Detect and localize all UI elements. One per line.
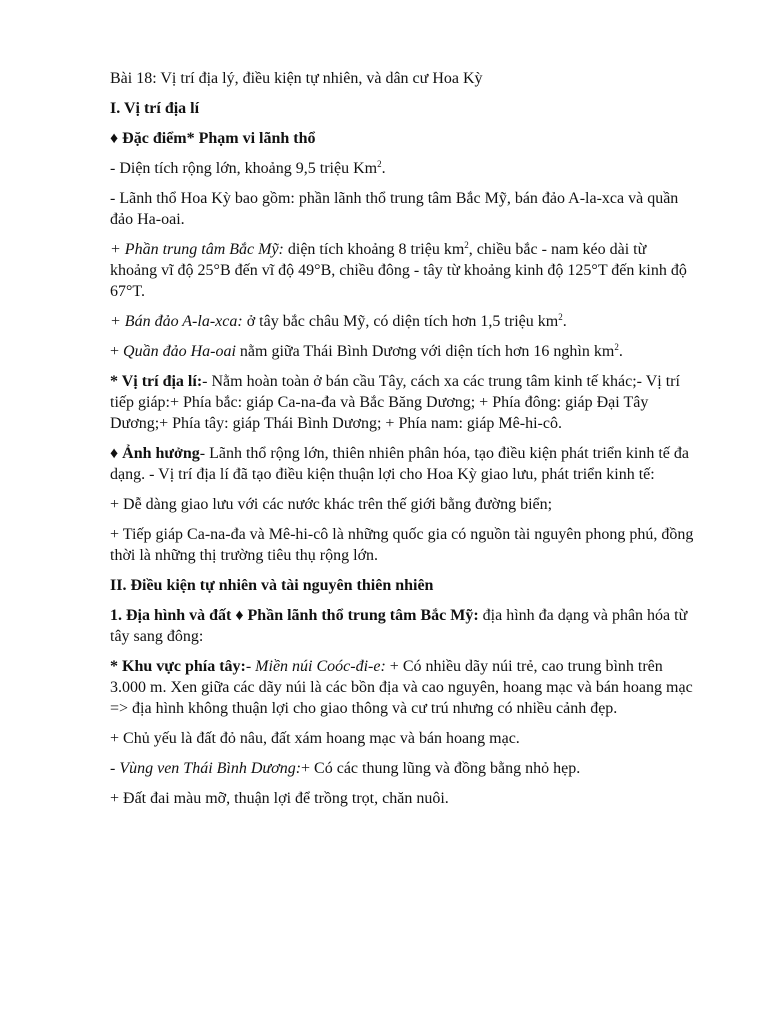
- pacific-coast-paragraph: - Vùng ven Thái Bình Dương:+ Có các thung lũng và đồng bằng nhỏ hẹp.: [110, 760, 581, 777]
- fertile-land-paragraph: + Đất đai màu mỡ, thuận lợi để trồng trọt, chăn nuôi.: [110, 790, 449, 807]
- central-part-paragraph: + Phần trung tâm Bắc Mỹ: diện tích khoảng 8 triệu $km^2$, chiều bắc - nam kéo dài từ khoảng vĩ độ 25°B đến vĩ độ 49°B, chiều đông - tây từ khoảng kinh độ 125°T đến kinh độ 67°T.: [110, 240, 687, 300]
- section-1-heading: I. Vị trí địa lí: [110, 100, 200, 117]
- location-paragraph: * Vị trí địa lí:- Nằm hoàn toàn ở bán cầu Tây, cách xa các trung tâm kinh tế khác;- Vị trí tiếp giáp:+ Phía bắc: giáp Ca-na-đa và Bắc Băng Dương; + Phía đông: giáp Đại Tây Dương;+ Phía tây: giáp Thái Bình Dương; + Phía nam: giáp Mê-hi-cô.: [110, 373, 680, 432]
- neighbors-paragraph: + Tiếp giáp Ca-na-đa và Mê-hi-cô là những quốc gia có nguồn tài nguyên phong phú, đồng thời là những thị trường tiêu thụ rộng lớn.: [110, 526, 694, 564]
- terrain-paragraph: 1. Địa hình và đất ♦ Phần lãnh thổ trung tâm Bắc Mỹ: địa hình đa dạng và phân hóa từ tây sang đông:: [110, 607, 688, 645]
- alaska-paragraph: + Bán đảo A-la-xca: ở tây bắc châu Mỹ, có diện tích hơn 1,5 triệu $km^2$.: [110, 312, 567, 330]
- area-paragraph: - Diện tích rộng lớn, khoảng 9,5 triệu Km$^2$.: [110, 159, 386, 177]
- territory-paragraph: - Lãnh thổ Hoa Kỳ bao gồm: phần lãnh thổ trung tâm Bắc Mỹ, bán đảo A-la-xca và quần đảo Ha-oai.: [110, 190, 679, 228]
- hawaii-paragraph: + Quần đảo Ha-oai nằm giữa Thái Bình Dương với diện tích hơn 16 nghìn $km^2$.: [110, 342, 623, 360]
- document-title: Bài 18: Vị trí địa lý, điều kiện tự nhiên, và dân cư Hoa Kỳ: [110, 70, 483, 87]
- influence-paragraph: ♦ Ảnh hưởng- Lãnh thổ rộng lớn, thiên nhiên phân hóa, tạo điều kiện phát triển kinh tế đa dạng. - Vị trí địa lí đã tạo điều kiện thuận lợi cho Hoa Kỳ giao lưu, phát triển kinh tế:: [110, 445, 690, 483]
- sea-trade-paragraph: + Dễ dàng giao lưu với các nước khác trên thế giới bằng đường biển;: [110, 496, 553, 513]
- document-page: [110, 68, 695, 818]
- territory-heading: ♦ Đặc điểm* Phạm vi lãnh thổ: [110, 130, 316, 147]
- western-region-paragraph: * Khu vực phía tây:- Miền núi Coóc-đi-e: + Có nhiều dãy núi trẻ, cao trung bình trên 3.000 m. Xen giữa các dãy núi là các bồn địa và cao nguyên, hoang mạc và bán hoang mạc => địa hình không thuận lợi cho giao thông và cư trú nhưng có nhiều cảnh đẹp.: [110, 658, 693, 717]
- soil-paragraph: + Chủ yếu là đất đỏ nâu, đất xám hoang mạc và bán hoang mạc.: [110, 730, 520, 747]
- section-2-heading: II. Điều kiện tự nhiên và tài nguyên thiên nhiên: [110, 577, 434, 594]
